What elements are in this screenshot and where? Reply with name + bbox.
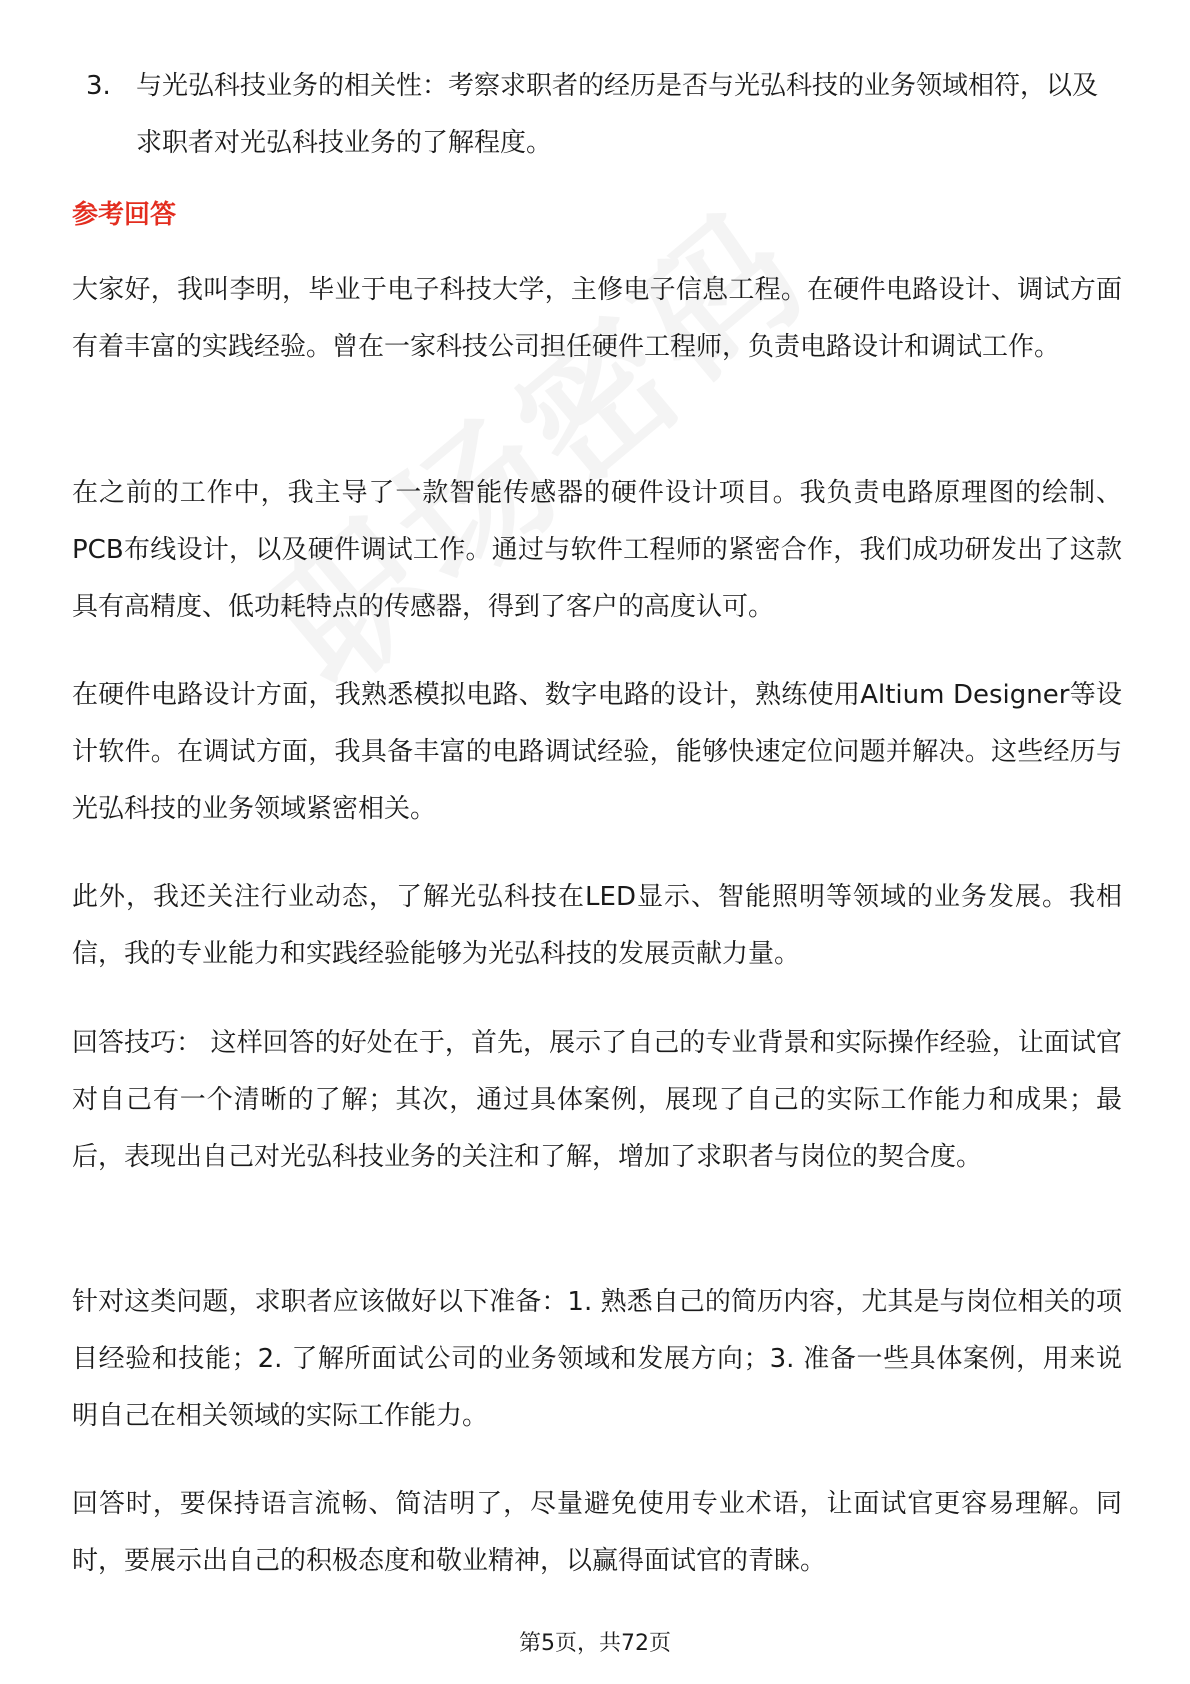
preparation-paragraph: 针对这类问题，求职者应该做好以下准备：1. 熟悉自己的简历内容，尤其是与岗位相关的项目经验和技能；2. 了解所面试公司的业务领域和发展方向；3. 准备一些具体案例，用来说明自己在相关领域的实际工作能力。 — [72, 1287, 1122, 1431]
answer-paragraph: 在之前的工作中，我主导了一款智能传感器的硬件设计项目。我负责电路原理图的绘制、PCB布线设计，以及硬件调试工作。通过与软件工程师的紧密合作，我们成功研发出了这款具有高精度、低功耗特点的传感器，得到了客户的高度认可。 — [72, 478, 1122, 622]
page-number: 第5页，共72页 — [519, 1631, 671, 1656]
list-item-text: 与光弘科技业务的相关性：考察求职者的经历是否与光弘科技的业务领域相符，以及求职者对光弘科技业务的了解程度。 — [136, 71, 1099, 158]
answer-paragraph: 在硬件电路设计方面，我熟悉模拟电路、数字电路的设计，熟练使用Altium Designer等设计软件。在调试方面，我具备丰富的电路调试经验，能够快速定位问题并解决。这些经历与光弘科技的业务领域紧密相关。 — [72, 680, 1122, 824]
advice-paragraph: 回答时，要保持语言流畅、简洁明了，尽量避免使用专业术语，让面试官更容易理解。同时，要展示出自己的积极态度和敬业精神，以赢得面试官的青睐。 — [72, 1489, 1122, 1576]
section-heading: 参考回答 — [72, 200, 177, 230]
list-item-number: 3. — [86, 71, 111, 101]
answer-paragraph: 大家好，我叫李明，毕业于电子科技大学，主修电子信息工程。在硬件电路设计、调试方面有着丰富的实践经验。曾在一家科技公司担任硬件工程师，负责电路设计和调试工作。 — [72, 275, 1122, 362]
watermark — [220, 154, 843, 726]
tips-paragraph: 回答技巧： 这样回答的好处在于，首先，展示了自己的专业背景和实际操作经验，让面试官对自己有一个清晰的了解；其次，通过具体案例，展现了自己的实际工作能力和成果；最后，表现出自己对光弘科技业务的关注和了解，增加了求职者与岗位的契合度。 — [72, 1028, 1122, 1172]
list-item — [86, 58, 1106, 172]
answer-paragraph: 此外，我还关注行业动态，了解光弘科技在LED显示、智能照明等领域的业务发展。我相信，我的专业能力和实践经验能够为光弘科技的发展贡献力量。 — [72, 882, 1122, 969]
